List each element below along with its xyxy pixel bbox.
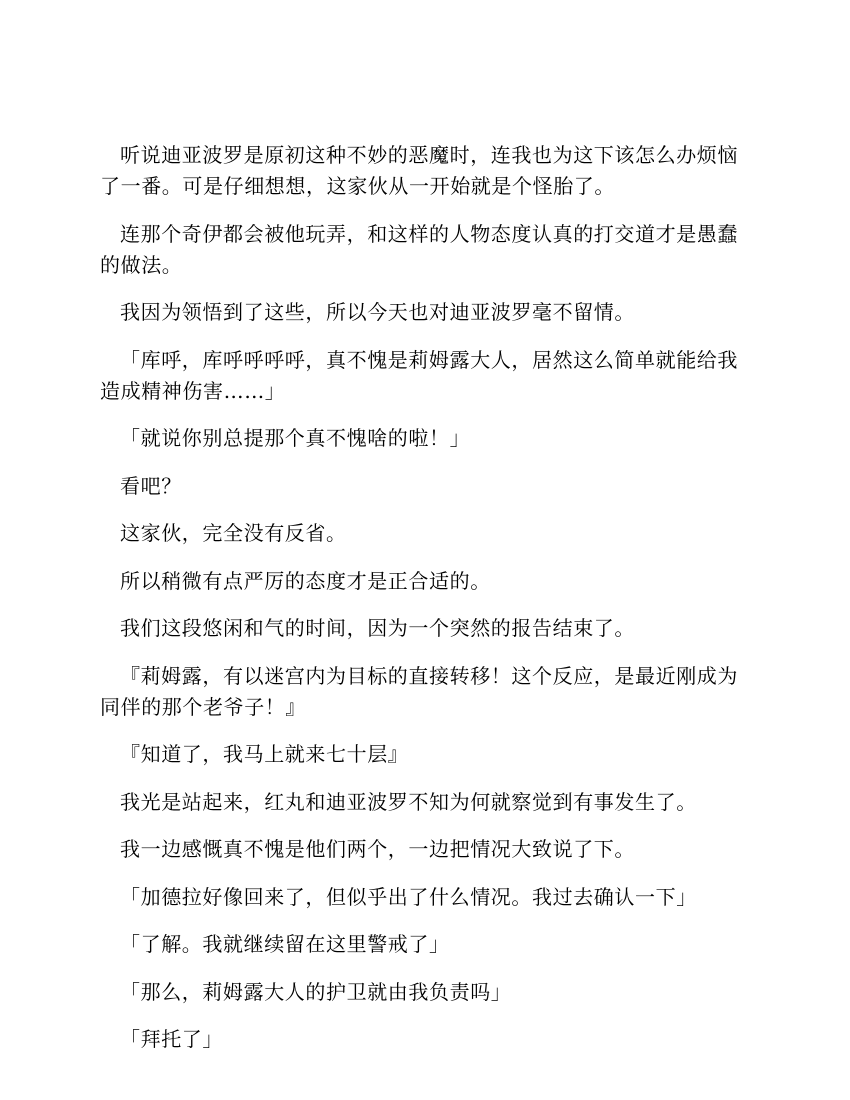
paragraph: 我因为领悟到了这些，所以今天也对迪亚波罗毫不留情。 <box>120 300 635 324</box>
dialogue-line: 「库呼，库呼呼呼呼，真不愧是莉姆露大人，居然这么简单就能给我造成精神伤害……」 <box>100 347 738 403</box>
document-page <box>100 140 750 1072</box>
telepathy-line: 『知道了，我马上就来七十层』 <box>120 742 409 766</box>
paragraph: 听说迪亚波罗是原初这种不妙的恶魔时，连我也为这下该怎么办烦恼了一番。可是仔细想想，这家伙从一开始就是个怪胎了。 <box>100 143 738 198</box>
dialogue-line: 「加德拉好像回来了，但似乎出了什么情况。我过去确认一下」 <box>120 884 697 909</box>
paragraph: 我一边感慨真不愧是他们两个，一边把情况大致说了下。 <box>120 837 635 861</box>
dialogue-line: 「了解。我就继续留在这里警戒了」 <box>120 932 450 956</box>
dialogue-line: 「就说你别总提那个真不愧啥的啦！」 <box>120 426 471 450</box>
telepathy-line: 『莉姆露，有以迷宫内为目标的直接转移！这个反应，是最近刚成为同伴的那个老爷子！』 <box>100 663 738 719</box>
dialogue-line: 「拜托了」 <box>120 1027 223 1051</box>
paragraph: 我光是站起来，红丸和迪亚波罗不知为何就察觉到有事发生了。 <box>120 789 697 814</box>
paragraph: 看吧？ <box>120 473 182 498</box>
paragraph: 所以稍微有点严厉的态度才是正合适的。 <box>120 568 491 593</box>
paragraph: 我们这段悠闲和气的时间，因为一个突然的报告结束了。 <box>120 616 635 640</box>
paragraph: 连那个奇伊都会被他玩弄，和这样的人物态度认真的打交道才是愚蠢的做法。 <box>100 221 738 277</box>
paragraph: 这家伙，完全没有反省。 <box>120 521 347 545</box>
dialogue-line: 「那么，莉姆露大人的护卫就由我负责吗」 <box>120 979 512 1004</box>
